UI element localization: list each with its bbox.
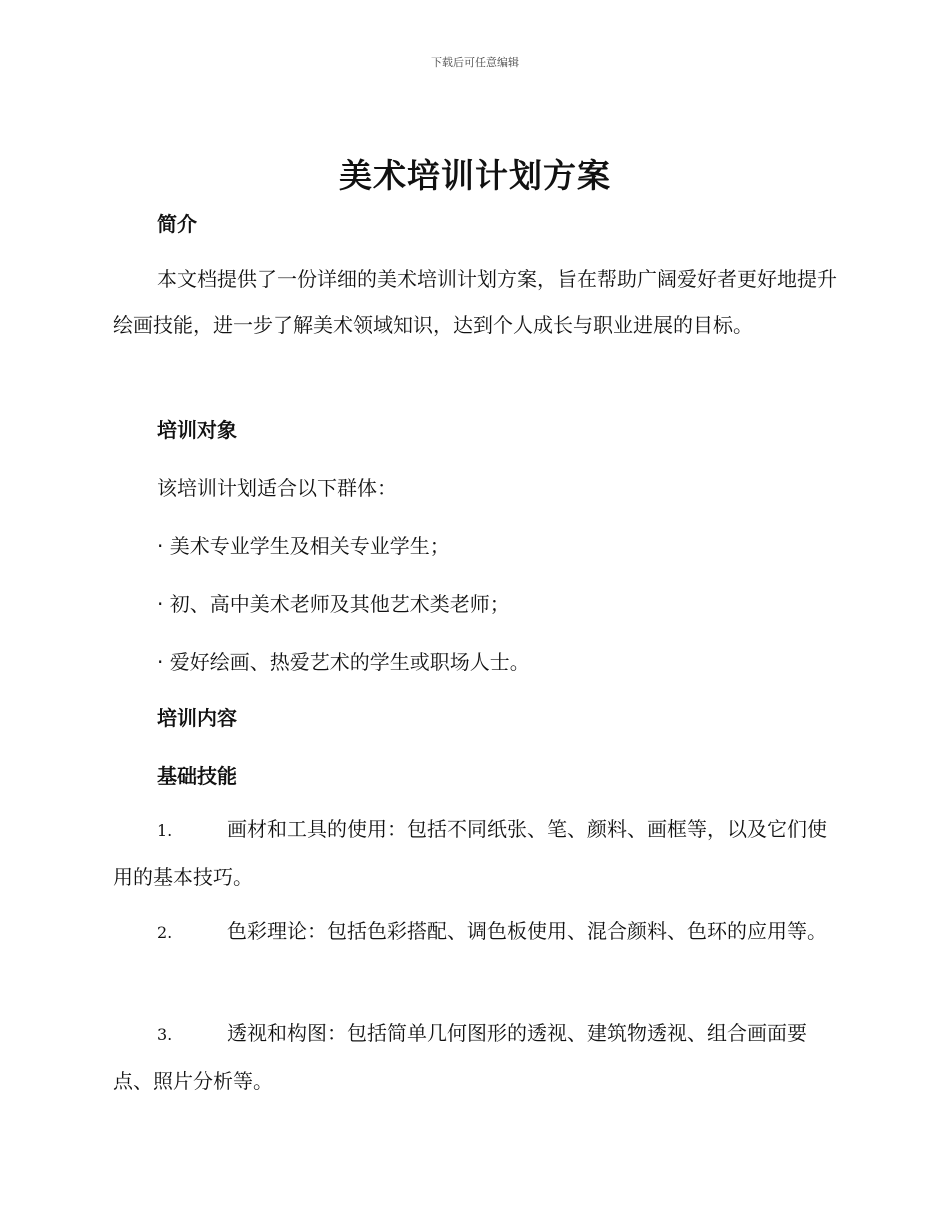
audience-item: · 美术专业学生及相关专业学生； xyxy=(157,534,450,558)
item-number: 3. xyxy=(157,1025,173,1044)
numbered-item xyxy=(113,908,838,956)
header-note: 下载后可任意编辑 xyxy=(431,56,519,69)
audience-item: · 初、高中美术老师及其他艺术类老师； xyxy=(157,592,510,616)
item-text: 透视和构图：包括简单几何图形的透视、建筑物透视、组合画面要点、照片分析等。 xyxy=(113,1021,807,1093)
item-number: 1. xyxy=(157,821,173,840)
numbered-item xyxy=(113,1010,838,1104)
intro-paragraph: 本文档提供了一份详细的美术培训计划方案，旨在帮助广阔爱好者更好地提升绘画技能，进一步了解美术领域知识，达到个人成长与职业进展的目标。 xyxy=(113,267,837,337)
section-heading-audience: 培训对象 xyxy=(157,418,237,442)
item-text: 色彩理论：包括色彩搭配、调色板使用、混合颜料、色环的应用等。 xyxy=(227,919,827,943)
audience-item: · 爱好绘画、热爱艺术的学生或职场人士。 xyxy=(157,650,530,674)
document-title: 美术培训计划方案 xyxy=(339,156,611,195)
section-heading-content: 培训内容 xyxy=(157,706,237,730)
item-number: 2. xyxy=(157,923,173,942)
section-heading-basic: 基础技能 xyxy=(157,764,237,788)
audience-lead: 该培训计划适合以下群体： xyxy=(157,476,397,500)
section-heading-intro: 简介 xyxy=(157,212,197,236)
numbered-item xyxy=(113,806,838,900)
item-text: 画材和工具的使用：包括不同纸张、笔、颜料、画框等，以及它们使用的基本技巧。 xyxy=(113,817,827,889)
